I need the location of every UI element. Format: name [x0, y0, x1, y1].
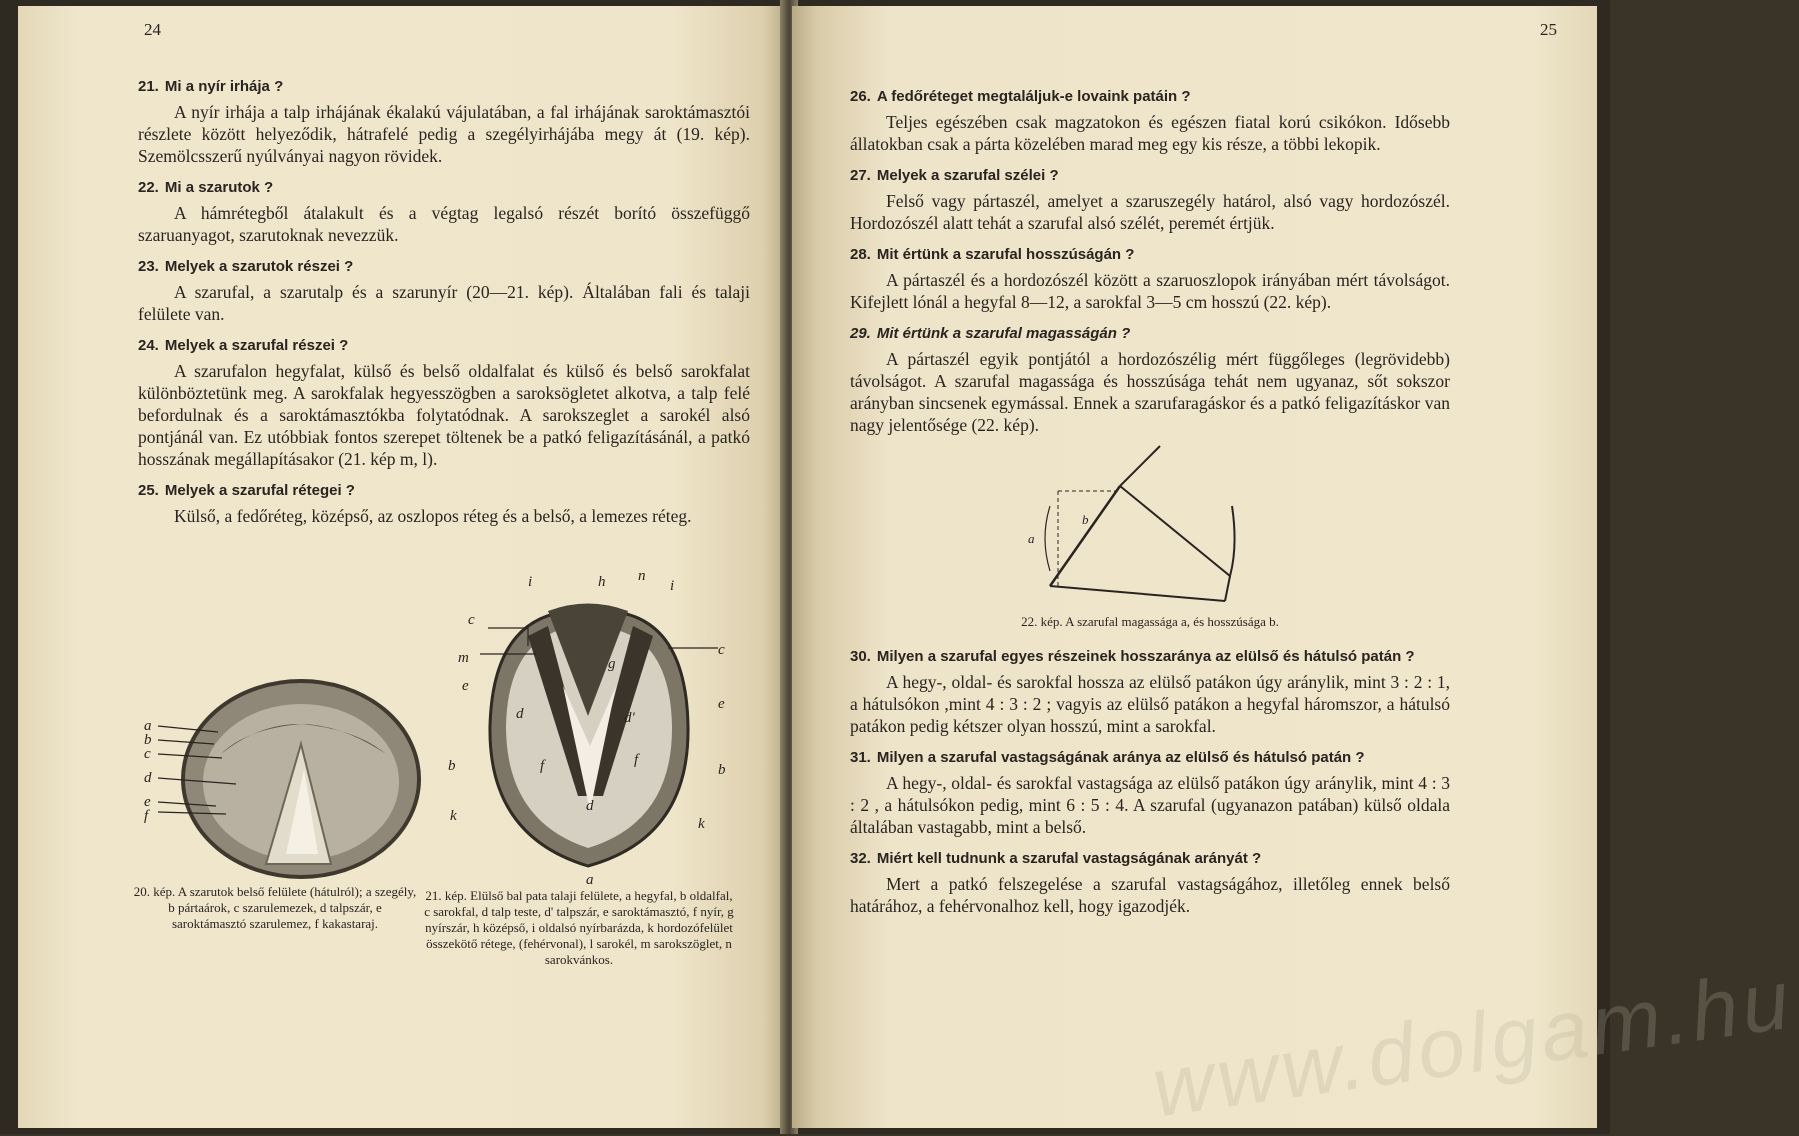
question-number: 22. [138, 179, 159, 196]
question-number: 31. [850, 749, 871, 766]
figure-22-caption: 22. kép. A szarufal magassága a, és hosszúsága b. [1021, 614, 1279, 629]
figure-label: f [144, 808, 149, 824]
left-page [18, 6, 786, 1128]
figure-label: c [144, 746, 151, 762]
question-heading [850, 323, 1450, 345]
figure-label: c [468, 612, 475, 628]
figure-label: i [670, 578, 675, 594]
section-22 [138, 177, 750, 246]
answer-text: Felső vagy pártaszél, amelyet a szaruszegély határol, alsó vagy hordozószél. Hordozószél alatt tehát a szarufal alsó szélét, peremét értjük. [850, 191, 1450, 233]
answer-text: A pártaszél egyik pontjától a hordozószélig mért függőleges (legrövidebb) távolságot. A szarufal magassága és hosszúsága tehát nem ugyanaz, sőt sokszor arányban sincsenek egymással. Ennek a szarufaragáskor és a patkó feligazításkor van nagy jelentősége (22. kép). [850, 349, 1450, 435]
figure-label: d [144, 770, 152, 786]
section-26 [850, 86, 1450, 155]
question-text: A fedőréteget megtaláljuk-e lovaink patáin ? [876, 88, 1191, 105]
question-number: 25. [138, 482, 159, 499]
answer-text: A nyír irhája a talp irhájának ékalakú vájulatában, a fal irhájának saroktámasztói részlete között helyeződik, hátrafelé pedig a szegélyirhájába megy át (19. kép). Szemölcsszerű nyúlványai nagyon rövidek. [138, 102, 750, 166]
answer-text: A pártaszél és a hordozószél között a szaruoszlopok irányában mért távolságot. Kifejlett lónál a hegyfal 8—12, a sarokfal 3—5 cm hosszú (22. kép). [850, 270, 1450, 312]
section-31 [850, 747, 1450, 838]
question-heading [850, 848, 1450, 870]
question-text: Mi a szarutok ? [164, 179, 274, 196]
question-text: Miért kell tudnunk a szarufal vastagságának arányát ? [876, 850, 1262, 867]
question-heading [850, 646, 1450, 668]
figure-label: e [144, 794, 151, 810]
question-text: Mit értünk a szarufal hosszúságán ? [876, 246, 1135, 263]
figure-label: m [458, 650, 469, 666]
figure-label: a [144, 718, 152, 734]
page-number: 24 [144, 20, 161, 39]
section-21 [138, 76, 750, 167]
figure-label: c [718, 642, 725, 658]
question-text: Melyek a szarutok részei ? [164, 258, 354, 275]
figure-label: b [448, 758, 456, 774]
right-text-column [850, 76, 1450, 917]
question-heading [138, 480, 750, 502]
left-text-column [138, 66, 750, 527]
figure-22-block [850, 436, 1450, 636]
figure-label: a [1028, 531, 1035, 546]
question-text: Melyek a szarufal szélei ? [876, 167, 1059, 184]
figure-label: d [586, 798, 594, 814]
section-25 [138, 480, 750, 527]
answer-text: A szarufalon hegyfalat, külső és belső oldalfalat és külső és belső sarokfalat különböztetünk meg. A sarokfalak hegyesszögben a saroksögletet alkotva, a talp felé befordulnak és a saroktámasztókba folytatódnak. A sarokszeglet a sarokél alsó pontjánál van. Ez utóbbiak fontos szerepet töltenek be a patkó feligazításánál, a patkó hosszának megállapításakor (21. kép m, l). [138, 361, 750, 469]
figure-label: f [634, 752, 639, 768]
figure-label: h [598, 574, 606, 590]
question-text: Milyen a szarufal egyes részeinek hosszaránya az elülső és hátulsó patán ? [876, 648, 1415, 665]
figure-label: f [540, 758, 545, 774]
section-28 [850, 244, 1450, 313]
answer-text: A hegy-, oldal- és sarokfal hossza az elülső patákon úgy aránylik, mint 3 : 2 : 1, a hátulsókon ,mint 4 : 3 : 2 ; vagyis az elülső patákon a hegyfal háromszor, a hátulsó patákon pedig kétszer olyan hosszú, mint a sarokfal. [850, 672, 1450, 736]
right-page [792, 6, 1597, 1128]
question-number: 30. [850, 648, 871, 665]
figure-label: b [1082, 512, 1089, 527]
question-heading [850, 86, 1450, 108]
answer-text: A hegy-, oldal- és sarokfal vastagsága az elülső patákon úgy aránylik, mint 4 : 3 : 2 , a hátulsókon pedig, mint 6 : 5 : 4. A szarufal (ugyanazon patában) külső oldala általában vastagabb, mint a belső. [850, 773, 1450, 837]
figure-label: b [718, 762, 726, 778]
section-29 [850, 323, 1450, 436]
figure-label: e [718, 696, 725, 712]
figure-label: a [586, 872, 594, 888]
figure-21-caption: 21. kép. Elülső bal pata talaji felülete, a hegyfal, b oldalfal, c sarokfal, d talp teste, d' talpszár, e saroktámasztó, f nyír, g nyírszár, h középső, i oldalsó nyírbarázda, k hordozófelület összekötő rétege, (fehérvonal), l sarokél, m sarokszöglet, n sarokvánkos. [424, 888, 734, 967]
section-23 [138, 256, 750, 325]
figure-label: k [698, 816, 705, 832]
section-24 [138, 335, 750, 470]
question-number: 32. [850, 850, 871, 867]
answer-text: Külső, a fedőréteg, középső, az oszlopos réteg és a belső, a lemezes réteg. [174, 506, 692, 526]
question-text: Mi a nyír irhája ? [164, 78, 284, 95]
figure-label: i [528, 574, 533, 590]
figure-label: b [144, 732, 152, 748]
section-30 [850, 646, 1450, 737]
section-27 [850, 165, 1450, 234]
figure-22-wall-diagram [1020, 446, 1280, 616]
watermark: www.dolgam.hu [1146, 951, 1799, 1135]
question-heading [138, 335, 750, 357]
question-text: Melyek a szarufal részei ? [164, 337, 349, 354]
question-number: 28. [850, 246, 871, 263]
question-heading [138, 76, 750, 98]
figure-label: e [462, 678, 469, 694]
question-heading [138, 177, 750, 199]
question-number: 26. [850, 88, 871, 105]
question-number: 21. [138, 78, 159, 95]
figure-20-hoof-interior [126, 674, 426, 884]
answer-text: A szarufal, a szarutalp és a szarunyír (20—21. kép). Általában fali és talaji felülete van. [138, 282, 750, 324]
question-text: Melyek a szarufal rétegei ? [164, 482, 355, 499]
question-heading [850, 244, 1450, 266]
question-heading [138, 256, 750, 278]
answer-text: Mert a patkó felszegelése a szarufal vastagságához, illetőleg ennek belső határához, a fehérvonalhoz kell, hogy igazodjék. [850, 874, 1450, 916]
question-number: 24. [138, 337, 159, 354]
answer-text: Teljes egészében csak magzatokon és egészen fiatal korú csikókon. Idősebb állatokban csak a párta közelében marad meg egy kis része, a többi lekopik. [850, 112, 1450, 154]
answer-text: A hámrétegből átalakult és a végtag legalsó részét borító összefüggő szaruanyagot, szarutoknak nevezzük. [138, 203, 750, 245]
figure-label: g [608, 656, 616, 672]
question-number: 27. [850, 167, 871, 184]
figure-label: n [638, 568, 646, 584]
page-number: 25 [1540, 20, 1557, 39]
figure-label: k [450, 808, 457, 824]
figure-label: d' [624, 710, 635, 726]
question-number: 29. [850, 325, 871, 342]
question-heading [850, 747, 1450, 769]
question-text: Mit értünk a szarufal magasságán ? [876, 325, 1131, 342]
question-text: Milyen a szarufal vastagságának aránya az elülső és hátulsó patán ? [876, 749, 1365, 766]
question-number: 23. [138, 258, 159, 275]
figure-20-caption: 20. kép. A szarutok belső felülete (hátulról); a szegély, b pártaárok, c szarulemezek, d talpszár, e saroktámasztó szarulemez, f kakastaraj. [133, 884, 417, 931]
figure-21-hoof-sole [428, 566, 738, 896]
figure-label: d [516, 706, 524, 722]
question-heading [850, 165, 1450, 187]
section-32 [850, 848, 1450, 917]
